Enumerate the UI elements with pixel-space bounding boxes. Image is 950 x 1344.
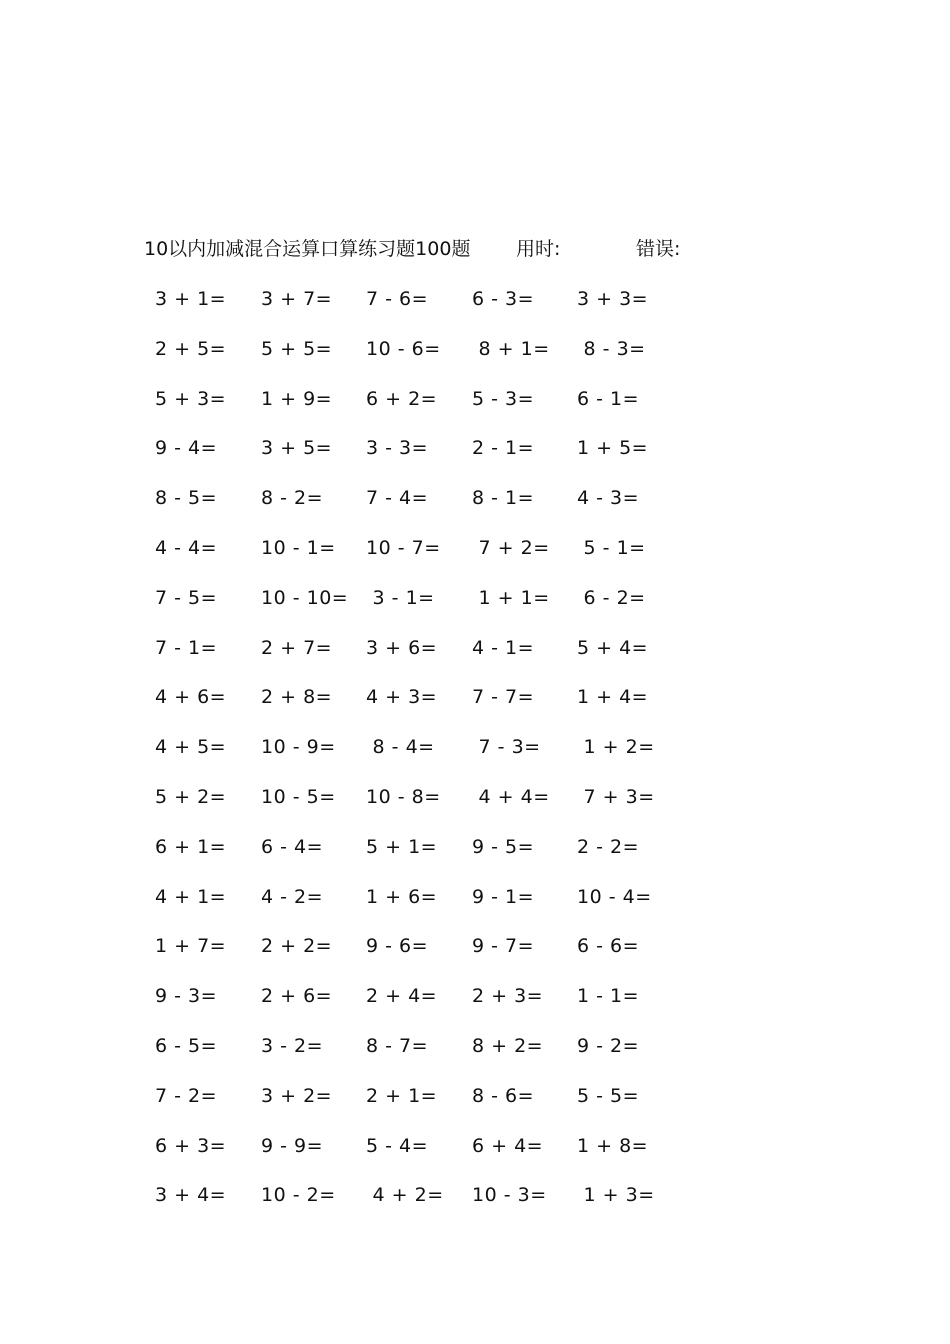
problem-cell: 7 - 3= (472, 736, 541, 759)
problem-cell: 6 + 3= (155, 1134, 227, 1157)
problem-row (0, 435, 950, 485)
problem-cell: 9 - 9= (261, 1134, 324, 1157)
problem-cell: 10 - 6= (366, 337, 441, 360)
problem-row (0, 1033, 950, 1083)
problem-cell: 8 - 4= (366, 736, 435, 759)
problem-grid (0, 286, 950, 1232)
problem-cell: 5 - 1= (577, 536, 646, 559)
problem-cell: 1 + 1= (472, 586, 550, 609)
problem-cell: 4 + 1= (155, 885, 227, 908)
problem-cell: 2 - 2= (577, 835, 640, 858)
problem-cell: 5 - 3= (472, 387, 535, 410)
problem-cell: 2 + 5= (155, 337, 227, 360)
problem-cell: 8 + 2= (472, 1034, 544, 1057)
problem-cell: 5 + 2= (155, 785, 227, 808)
problem-cell: 2 + 7= (261, 636, 333, 659)
problem-cell: 1 + 2= (577, 736, 655, 759)
problem-cell: 9 - 2= (577, 1034, 640, 1057)
problem-cell: 3 - 1= (366, 586, 435, 609)
problem-cell: 7 - 4= (366, 487, 429, 510)
problem-row (0, 983, 950, 1033)
problem-cell: 3 + 7= (261, 288, 333, 310)
problem-cell: 2 + 3= (472, 985, 544, 1008)
problem-cell: 4 + 5= (155, 736, 227, 759)
problem-cell: 9 - 7= (472, 935, 535, 958)
problem-cell: 3 + 2= (261, 1084, 333, 1107)
problem-cell: 10 - 9= (261, 736, 336, 759)
problem-cell: 7 - 1= (155, 636, 218, 659)
problem-cell: 3 + 6= (366, 636, 438, 659)
problem-cell: 6 + 4= (472, 1134, 544, 1157)
problem-cell: 2 + 4= (366, 985, 438, 1008)
problem-row (0, 684, 950, 734)
problem-cell: 4 - 4= (155, 536, 218, 559)
problem-cell: 9 - 5= (472, 835, 535, 858)
problem-cell: 6 - 5= (155, 1034, 218, 1057)
problem-cell: 7 + 2= (472, 536, 550, 559)
problem-cell: 3 + 5= (261, 437, 333, 460)
problem-cell: 2 + 2= (261, 935, 333, 958)
problem-row (0, 884, 950, 934)
problem-cell: 10 - 4= (577, 885, 652, 908)
problem-cell: 2 + 8= (261, 686, 333, 709)
problem-cell: 1 + 5= (577, 437, 649, 460)
problem-cell: 4 + 2= (366, 1184, 444, 1207)
problem-cell: 4 + 3= (366, 686, 438, 709)
problem-cell: 8 - 3= (577, 337, 646, 360)
problem-row (0, 734, 950, 784)
problem-cell: 3 + 1= (155, 288, 227, 310)
problem-cell: 5 - 5= (577, 1084, 640, 1107)
problem-cell: 3 - 3= (366, 437, 429, 460)
problem-cell: 10 - 1= (261, 536, 336, 559)
problem-cell: 1 + 7= (155, 935, 227, 958)
problem-cell: 2 + 1= (366, 1084, 438, 1107)
problem-cell: 3 + 4= (155, 1184, 227, 1207)
problem-cell: 8 + 1= (472, 337, 550, 360)
problem-cell: 1 - 1= (577, 985, 640, 1008)
problem-cell: 8 - 1= (472, 487, 535, 510)
problem-cell: 7 - 2= (155, 1084, 218, 1107)
problem-cell: 6 - 1= (577, 387, 640, 410)
problem-cell: 5 + 4= (577, 636, 649, 659)
problem-cell: 9 - 4= (155, 437, 218, 460)
problem-cell: 2 - 1= (472, 437, 535, 460)
problem-cell: 7 - 6= (366, 288, 429, 310)
problem-row (0, 286, 950, 336)
problem-cell: 8 - 6= (472, 1084, 535, 1107)
problem-cell: 6 - 6= (577, 935, 640, 958)
problem-row (0, 485, 950, 535)
problem-cell: 7 - 5= (155, 586, 218, 609)
problem-cell: 4 - 3= (577, 487, 640, 510)
problem-row (0, 386, 950, 436)
problem-cell: 5 + 5= (261, 337, 333, 360)
problem-row (0, 336, 950, 386)
problem-cell: 5 - 4= (366, 1134, 429, 1157)
problem-cell: 4 - 1= (472, 636, 535, 659)
problem-cell: 10 - 10= (261, 586, 349, 609)
problem-cell: 9 - 1= (472, 885, 535, 908)
problem-cell: 2 + 6= (261, 985, 333, 1008)
problem-cell: 1 + 3= (577, 1184, 655, 1207)
problem-cell: 5 + 1= (366, 835, 438, 858)
problem-row (0, 1083, 950, 1133)
problem-cell: 4 + 6= (155, 686, 227, 709)
problem-row (0, 784, 950, 834)
problem-cell: 8 - 7= (366, 1034, 429, 1057)
problem-cell: 1 + 8= (577, 1134, 649, 1157)
problem-cell: 9 - 6= (366, 935, 429, 958)
worksheet-title: 10以内加减混合运算口算练习题100题 (144, 238, 471, 260)
problem-cell: 5 + 3= (155, 387, 227, 410)
problem-cell: 1 + 4= (577, 686, 649, 709)
problem-cell: 10 - 7= (366, 536, 441, 559)
problem-row (0, 834, 950, 884)
problem-row (0, 933, 950, 983)
problem-cell: 8 - 5= (155, 487, 218, 510)
problem-cell: 1 + 9= (261, 387, 333, 410)
problem-row (0, 635, 950, 685)
problem-cell: 8 - 2= (261, 487, 324, 510)
errors-label: 错误: (636, 238, 681, 260)
problem-cell: 1 + 6= (366, 885, 438, 908)
problem-row (0, 1133, 950, 1183)
problem-cell: 10 - 8= (366, 785, 441, 808)
problem-cell: 10 - 2= (261, 1184, 336, 1207)
time-used-label: 用时: (516, 238, 561, 260)
problem-cell: 10 - 5= (261, 785, 336, 808)
problem-cell: 7 - 7= (472, 686, 535, 709)
problem-row (0, 535, 950, 585)
problem-cell: 4 + 4= (472, 785, 550, 808)
problem-row (0, 585, 950, 635)
problem-cell: 3 - 2= (261, 1034, 324, 1057)
problem-cell: 6 - 2= (577, 586, 646, 609)
problem-cell: 10 - 3= (472, 1184, 547, 1207)
problem-cell: 6 - 3= (472, 288, 535, 310)
problem-cell: 6 + 1= (155, 835, 227, 858)
problem-cell: 9 - 3= (155, 985, 218, 1008)
problem-cell: 3 + 3= (577, 288, 649, 310)
problem-cell: 7 + 3= (577, 785, 655, 808)
problem-cell: 6 + 2= (366, 387, 438, 410)
problem-row (0, 1182, 950, 1232)
problem-cell: 4 - 2= (261, 885, 324, 908)
problem-cell: 6 - 4= (261, 835, 324, 858)
